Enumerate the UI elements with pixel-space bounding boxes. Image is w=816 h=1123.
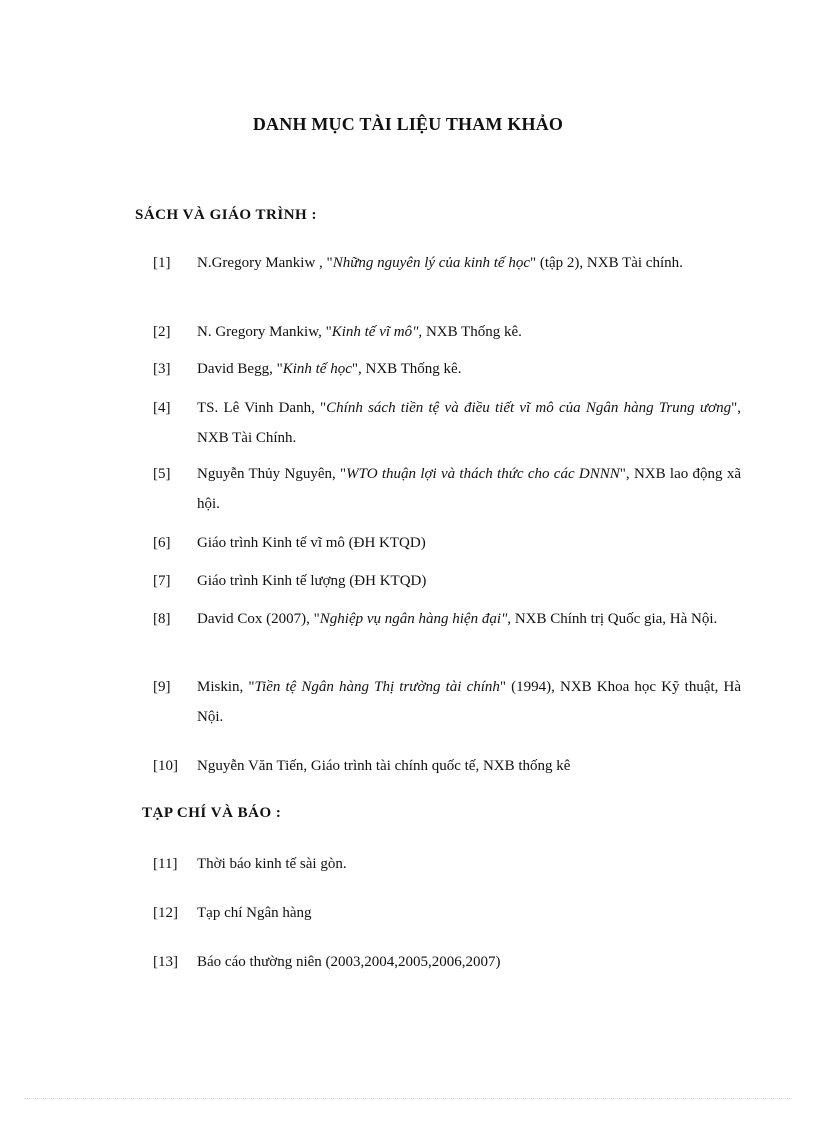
reference-title: WTO thuận lợi và thách thức cho các DNNN [346, 466, 620, 482]
reference-number: [11] [153, 856, 178, 872]
reference-text: N. Gregory Mankiw, " [197, 324, 332, 340]
reference-number: [1] [153, 255, 171, 271]
reference-item [153, 898, 741, 928]
reference-number: [5] [153, 466, 171, 482]
page-bottom-divider [24, 1098, 792, 1099]
reference-title: Kinh tế vĩ mô", [331, 324, 423, 340]
reference-text: Nguyễn Thủy Nguyên, " [197, 466, 347, 482]
reference-number: [12] [153, 905, 178, 921]
reference-title: Kinh tế học [282, 361, 352, 377]
reference-item [153, 751, 741, 781]
reference-text: " (1994), NXB Khoa học Kỹ thuật, Hà Nội. [197, 679, 742, 725]
reference-item [153, 459, 741, 519]
reference-item [153, 317, 741, 347]
reference-text: " (tập 2), NXB Tài chính. [529, 255, 683, 271]
reference-text: Miskin, " [197, 679, 255, 695]
reference-number: [13] [153, 954, 178, 970]
reference-number: [4] [153, 400, 171, 416]
reference-text: N.Gregory Mankiw , " [197, 255, 333, 271]
reference-item [153, 566, 741, 596]
reference-number: [7] [153, 573, 171, 589]
reference-text: Thời báo kinh tế sài gòn. [197, 856, 347, 872]
reference-text: Báo cáo thường niên (2003,2004,2005,2006,2007) [197, 954, 501, 970]
reference-number: [2] [153, 324, 171, 340]
reference-item [153, 604, 741, 634]
reference-text: Giáo trình Kinh tế vĩ mô (ĐH KTQD) [197, 535, 426, 551]
reference-number: [9] [153, 679, 171, 695]
page-title: DANH MỤC TÀI LIỆU THAM KHẢO [252, 114, 564, 134]
reference-text: NXB Chính trị Quốc gia, Hà Nội. [511, 611, 718, 627]
reference-item [153, 354, 741, 384]
reference-number: [6] [153, 535, 171, 551]
reference-title: Tiền tệ Ngân hàng Thị trường tài chính [254, 679, 500, 695]
reference-item [153, 248, 741, 278]
reference-item [153, 849, 741, 879]
reference-text: Giáo trình Kinh tế lượng (ĐH KTQD) [197, 573, 427, 589]
reference-text: ", NXB lao động xã hội. [197, 466, 742, 512]
reference-item [153, 947, 741, 977]
reference-item [153, 393, 741, 453]
reference-text: Nguyễn Văn Tiến, Giáo trình tài chính quốc tế, NXB thống kê [197, 758, 571, 774]
reference-number: [8] [153, 611, 171, 627]
reference-text: ", NXB Tài Chính. [197, 400, 741, 446]
reference-number: [3] [153, 361, 171, 377]
reference-title: Nghiệp vụ ngân hàng hiện đại", [319, 611, 512, 627]
reference-title: Chính sách tiền tệ và điều tiết vĩ mô của Ngân hàng Trung ương [326, 400, 732, 416]
section-heading-books: SÁCH VÀ GIÁO TRÌNH : [135, 207, 317, 223]
reference-text: NXB Thống kê. [422, 324, 522, 340]
reference-text: David Cox (2007), " [197, 611, 320, 627]
reference-number: [10] [153, 758, 178, 774]
reference-title: Những nguyên lý của kinh tế học [332, 255, 530, 271]
section-heading-journals: TẠP CHÍ VÀ BÁO : [142, 805, 282, 821]
reference-text: ", NXB Thống kê. [351, 361, 462, 377]
reference-text: Tạp chí Ngân hàng [197, 905, 312, 921]
reference-text: TS. Lê Vinh Danh, " [197, 400, 327, 416]
reference-text: David Begg, " [197, 361, 283, 377]
reference-item [153, 672, 741, 732]
reference-item [153, 528, 741, 558]
